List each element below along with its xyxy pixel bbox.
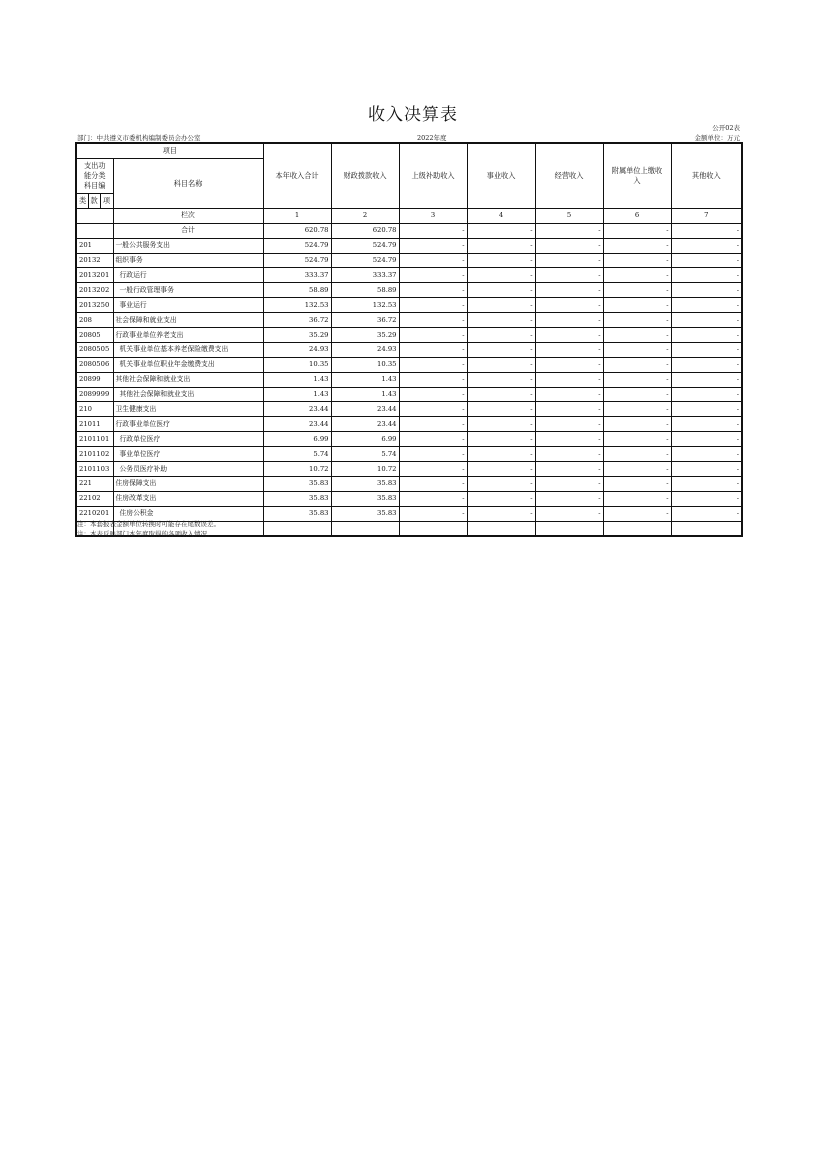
note-2: 注：本表反映部门本年度取得的各项收入情况。 (77, 530, 214, 538)
table-row (76, 476, 742, 491)
value-col-5: - (535, 328, 603, 343)
value-col-1: 132.53 (263, 298, 331, 313)
value-col-4: - (467, 357, 535, 372)
value-col-5: - (535, 268, 603, 283)
col-header-1: 本年收入合计 (263, 143, 331, 208)
value-col-4: - (467, 491, 535, 506)
col-number-2: 2 (331, 208, 399, 223)
value-col-1: 524.79 (263, 253, 331, 268)
value-col-7: - (671, 283, 742, 298)
value-col-5: - (535, 372, 603, 387)
value-col-2: 58.89 (331, 283, 399, 298)
value-col-5: - (535, 476, 603, 491)
subject-code: 2101102 (76, 447, 113, 462)
table-row (76, 462, 742, 477)
value-col-3: - (399, 342, 467, 357)
value-col-2: 36.72 (331, 313, 399, 328)
value-col-2: 35.83 (331, 491, 399, 506)
table-row (76, 432, 742, 447)
value-col-2: 1.43 (331, 372, 399, 387)
table-row (76, 313, 742, 328)
table-row (76, 298, 742, 313)
value-col-2: 524.79 (331, 238, 399, 253)
subject-name: 事业单位医疗 (113, 447, 263, 462)
income-table (75, 142, 743, 537)
col-number-6: 6 (603, 208, 671, 223)
value-col-4: - (467, 298, 535, 313)
value-col-3: - (399, 238, 467, 253)
total-value-6: - (603, 223, 671, 238)
subject-name: 一般行政管理事务 (113, 283, 263, 298)
subject-name: 其他社会保障和就业支出 (113, 387, 263, 402)
value-col-5: - (535, 462, 603, 477)
value-col-3: - (399, 357, 467, 372)
value-col-3: - (399, 268, 467, 283)
subject-code: 2089999 (76, 387, 113, 402)
table-row (76, 372, 742, 387)
value-col-4: - (467, 342, 535, 357)
value-col-2: 24.93 (331, 342, 399, 357)
value-col-2: 35.83 (331, 506, 399, 521)
col-number-4: 4 (467, 208, 535, 223)
value-col-6: - (603, 298, 671, 313)
col-number-3: 3 (399, 208, 467, 223)
value-col-7: - (671, 298, 742, 313)
value-col-1: 23.44 (263, 417, 331, 432)
table-row (76, 447, 742, 462)
table-row (76, 328, 742, 343)
value-col-6: - (603, 253, 671, 268)
value-col-3: - (399, 432, 467, 447)
value-col-1: 35.83 (263, 491, 331, 506)
value-col-3: - (399, 328, 467, 343)
value-col-7: - (671, 268, 742, 283)
value-col-1: 35.83 (263, 476, 331, 491)
lanci-label: 栏次 (113, 208, 263, 223)
col-header-4: 事业收入 (467, 143, 535, 208)
subject-code: 21011 (76, 417, 113, 432)
value-col-7: - (671, 357, 742, 372)
subject-code: 201 (76, 238, 113, 253)
subject-code: 20805 (76, 328, 113, 343)
value-col-5: - (535, 432, 603, 447)
value-col-3: - (399, 283, 467, 298)
value-col-6: - (603, 342, 671, 357)
empty-value-cell (467, 521, 535, 536)
value-col-6: - (603, 447, 671, 462)
value-col-5: - (535, 491, 603, 506)
value-col-4: - (467, 462, 535, 477)
value-col-1: 24.93 (263, 342, 331, 357)
value-col-5: - (535, 253, 603, 268)
value-col-6: - (603, 268, 671, 283)
subject-name: 机关事业单位基本养老保险缴费支出 (113, 342, 263, 357)
subject-code: 22102 (76, 491, 113, 506)
value-col-5: - (535, 298, 603, 313)
value-col-6: - (603, 387, 671, 402)
table-row (76, 283, 742, 298)
value-col-6: - (603, 476, 671, 491)
value-col-1: 10.35 (263, 357, 331, 372)
value-col-4: - (467, 476, 535, 491)
notes (77, 519, 220, 539)
value-col-5: - (535, 357, 603, 372)
code-header-line-2: 能分类 (83, 171, 106, 181)
col-header-5: 经营收入 (535, 143, 603, 208)
subject-name: 行政事业单位医疗 (113, 417, 263, 432)
subject-name: 行政单位医疗 (113, 432, 263, 447)
value-col-3: - (399, 402, 467, 417)
value-col-4: - (467, 402, 535, 417)
department-label: 部门：中共遵义市委机构编制委员会办公室 (77, 134, 201, 142)
value-col-7: - (671, 387, 742, 402)
lanci-code-cell (76, 208, 113, 223)
value-col-2: 524.79 (331, 253, 399, 268)
subject-code: 20132 (76, 253, 113, 268)
value-col-1: 1.43 (263, 372, 331, 387)
table-row (76, 357, 742, 372)
subject-name: 组织事务 (113, 253, 263, 268)
value-col-4: - (467, 238, 535, 253)
value-col-7: - (671, 462, 742, 477)
value-col-6: - (603, 402, 671, 417)
value-col-3: - (399, 491, 467, 506)
value-col-3: - (399, 387, 467, 402)
value-col-7: - (671, 432, 742, 447)
value-col-6: - (603, 462, 671, 477)
value-col-7: - (671, 491, 742, 506)
value-col-3: - (399, 462, 467, 477)
col-header-6: 附属单位上缴收入 (603, 143, 671, 208)
value-col-7: - (671, 506, 742, 521)
value-col-2: 23.44 (331, 417, 399, 432)
empty-value-cell (331, 521, 399, 536)
subject-name: 行政运行 (113, 268, 263, 283)
empty-value-cell (603, 521, 671, 536)
value-col-5: - (535, 387, 603, 402)
value-col-1: 58.89 (263, 283, 331, 298)
value-col-3: - (399, 476, 467, 491)
table-row (76, 402, 742, 417)
total-value-4: - (467, 223, 535, 238)
empty-value-cell (263, 521, 331, 536)
value-col-2: 35.29 (331, 328, 399, 343)
value-col-2: 333.37 (331, 268, 399, 283)
subject-name: 社会保障和就业支出 (113, 313, 263, 328)
value-col-4: - (467, 328, 535, 343)
value-col-4: - (467, 372, 535, 387)
col-header-2: 财政拨款收入 (331, 143, 399, 208)
col-number-5: 5 (535, 208, 603, 223)
value-col-5: - (535, 342, 603, 357)
value-col-4: - (467, 506, 535, 521)
col-number-7: 7 (671, 208, 742, 223)
report-title: 收入决算表 (368, 105, 458, 125)
value-col-3: - (399, 313, 467, 328)
subject-code: 221 (76, 476, 113, 491)
table-row (76, 342, 742, 357)
value-col-7: - (671, 476, 742, 491)
header-row-project (76, 143, 742, 158)
subject-code: 2080506 (76, 357, 113, 372)
value-col-1: 6.99 (263, 432, 331, 447)
value-col-1: 23.44 (263, 402, 331, 417)
value-col-1: 35.29 (263, 328, 331, 343)
subject-code: 2013202 (76, 283, 113, 298)
value-col-7: - (671, 402, 742, 417)
subject-code: 2101103 (76, 462, 113, 477)
value-col-1: 524.79 (263, 238, 331, 253)
value-col-5: - (535, 283, 603, 298)
total-row (76, 223, 742, 238)
total-label: 合计 (113, 223, 263, 238)
value-col-1: 333.37 (263, 268, 331, 283)
value-col-2: 10.72 (331, 462, 399, 477)
value-col-6: - (603, 357, 671, 372)
subject-name: 事业运行 (113, 298, 263, 313)
value-col-7: - (671, 253, 742, 268)
subject-code: 2101101 (76, 432, 113, 447)
value-col-6: - (603, 491, 671, 506)
value-col-7: - (671, 447, 742, 462)
code-group-header (76, 158, 113, 193)
col-header-7: 其他收入 (671, 143, 742, 208)
value-col-6: - (603, 238, 671, 253)
value-col-5: - (535, 447, 603, 462)
value-col-3: - (399, 253, 467, 268)
project-header: 项目 (76, 143, 263, 158)
code-header-line-1: 支出功 (83, 161, 106, 171)
value-col-4: - (467, 387, 535, 402)
total-value-5: - (535, 223, 603, 238)
lei-header: 类 (76, 193, 88, 208)
value-col-6: - (603, 506, 671, 521)
value-col-6: - (603, 417, 671, 432)
value-col-3: - (399, 447, 467, 462)
value-col-1: 10.72 (263, 462, 331, 477)
subject-code: 210 (76, 402, 113, 417)
total-code-cell (76, 223, 113, 238)
value-col-5: - (535, 417, 603, 432)
subject-name: 其他社会保障和就业支出 (113, 372, 263, 387)
empty-value-cell (671, 521, 742, 536)
subject-name: 住房公积金 (113, 506, 263, 521)
value-col-2: 132.53 (331, 298, 399, 313)
value-col-6: - (603, 283, 671, 298)
code-header-line-3: 科目编 (83, 180, 106, 190)
fiscal-year: 2022年度 (417, 134, 447, 142)
value-col-3: - (399, 506, 467, 521)
total-value-1: 620.78 (263, 223, 331, 238)
note-1: 注：本套报表金额单位转换时可能存在尾数误差。 (77, 520, 220, 528)
value-col-7: - (671, 313, 742, 328)
subject-name: 机关事业单位职业年金缴费支出 (113, 357, 263, 372)
value-col-3: - (399, 417, 467, 432)
subject-name: 公务员医疗补助 (113, 462, 263, 477)
value-col-4: - (467, 313, 535, 328)
value-col-6: - (603, 372, 671, 387)
value-col-7: - (671, 372, 742, 387)
subject-name-header: 科目名称 (113, 158, 263, 208)
form-code: 公开02表 (712, 124, 740, 132)
value-col-5: - (535, 506, 603, 521)
value-col-4: - (467, 283, 535, 298)
empty-value-cell (535, 521, 603, 536)
value-col-7: - (671, 417, 742, 432)
value-col-3: - (399, 372, 467, 387)
value-col-7: - (671, 238, 742, 253)
subject-name: 住房改革支出 (113, 491, 263, 506)
value-col-7: - (671, 342, 742, 357)
value-col-7: - (671, 328, 742, 343)
col-header-3: 上级补助收入 (399, 143, 467, 208)
value-col-4: - (467, 253, 535, 268)
subject-code: 208 (76, 313, 113, 328)
subject-name: 住房保障支出 (113, 476, 263, 491)
empty-value-cell (399, 521, 467, 536)
subject-code: 2013201 (76, 268, 113, 283)
xiang-header: 项 (100, 193, 113, 208)
value-col-2: 6.99 (331, 432, 399, 447)
subject-name: 卫生健康支出 (113, 402, 263, 417)
value-col-5: - (535, 402, 603, 417)
total-value-2: 620.78 (331, 223, 399, 238)
table-row (76, 417, 742, 432)
table-row (76, 491, 742, 506)
subject-code: 20899 (76, 372, 113, 387)
value-col-1: 36.72 (263, 313, 331, 328)
value-col-6: - (603, 313, 671, 328)
value-col-1: 35.83 (263, 506, 331, 521)
col-number-1: 1 (263, 208, 331, 223)
value-col-2: 1.43 (331, 387, 399, 402)
subject-code: 2080505 (76, 342, 113, 357)
value-col-1: 1.43 (263, 387, 331, 402)
value-col-2: 10.35 (331, 357, 399, 372)
value-col-2: 5.74 (331, 447, 399, 462)
table-row (76, 387, 742, 402)
table-row (76, 253, 742, 268)
value-col-5: - (535, 313, 603, 328)
subject-code: 2013250 (76, 298, 113, 313)
value-col-3: - (399, 298, 467, 313)
table-row (76, 268, 742, 283)
value-col-2: 23.44 (331, 402, 399, 417)
value-col-5: - (535, 238, 603, 253)
value-col-6: - (603, 328, 671, 343)
value-col-4: - (467, 268, 535, 283)
subject-code: 2210201 (76, 506, 113, 521)
amount-unit: 金额单位：万元 (694, 134, 740, 142)
value-col-2: 35.83 (331, 476, 399, 491)
table-row (76, 238, 742, 253)
value-col-6: - (603, 432, 671, 447)
total-value-3: - (399, 223, 467, 238)
value-col-4: - (467, 417, 535, 432)
lanci-row (76, 208, 742, 223)
kuan-header: 款 (88, 193, 100, 208)
total-value-7: - (671, 223, 742, 238)
value-col-4: - (467, 447, 535, 462)
value-col-1: 5.74 (263, 447, 331, 462)
subject-name: 行政事业单位养老支出 (113, 328, 263, 343)
value-col-4: - (467, 432, 535, 447)
subject-name: 一般公共服务支出 (113, 238, 263, 253)
